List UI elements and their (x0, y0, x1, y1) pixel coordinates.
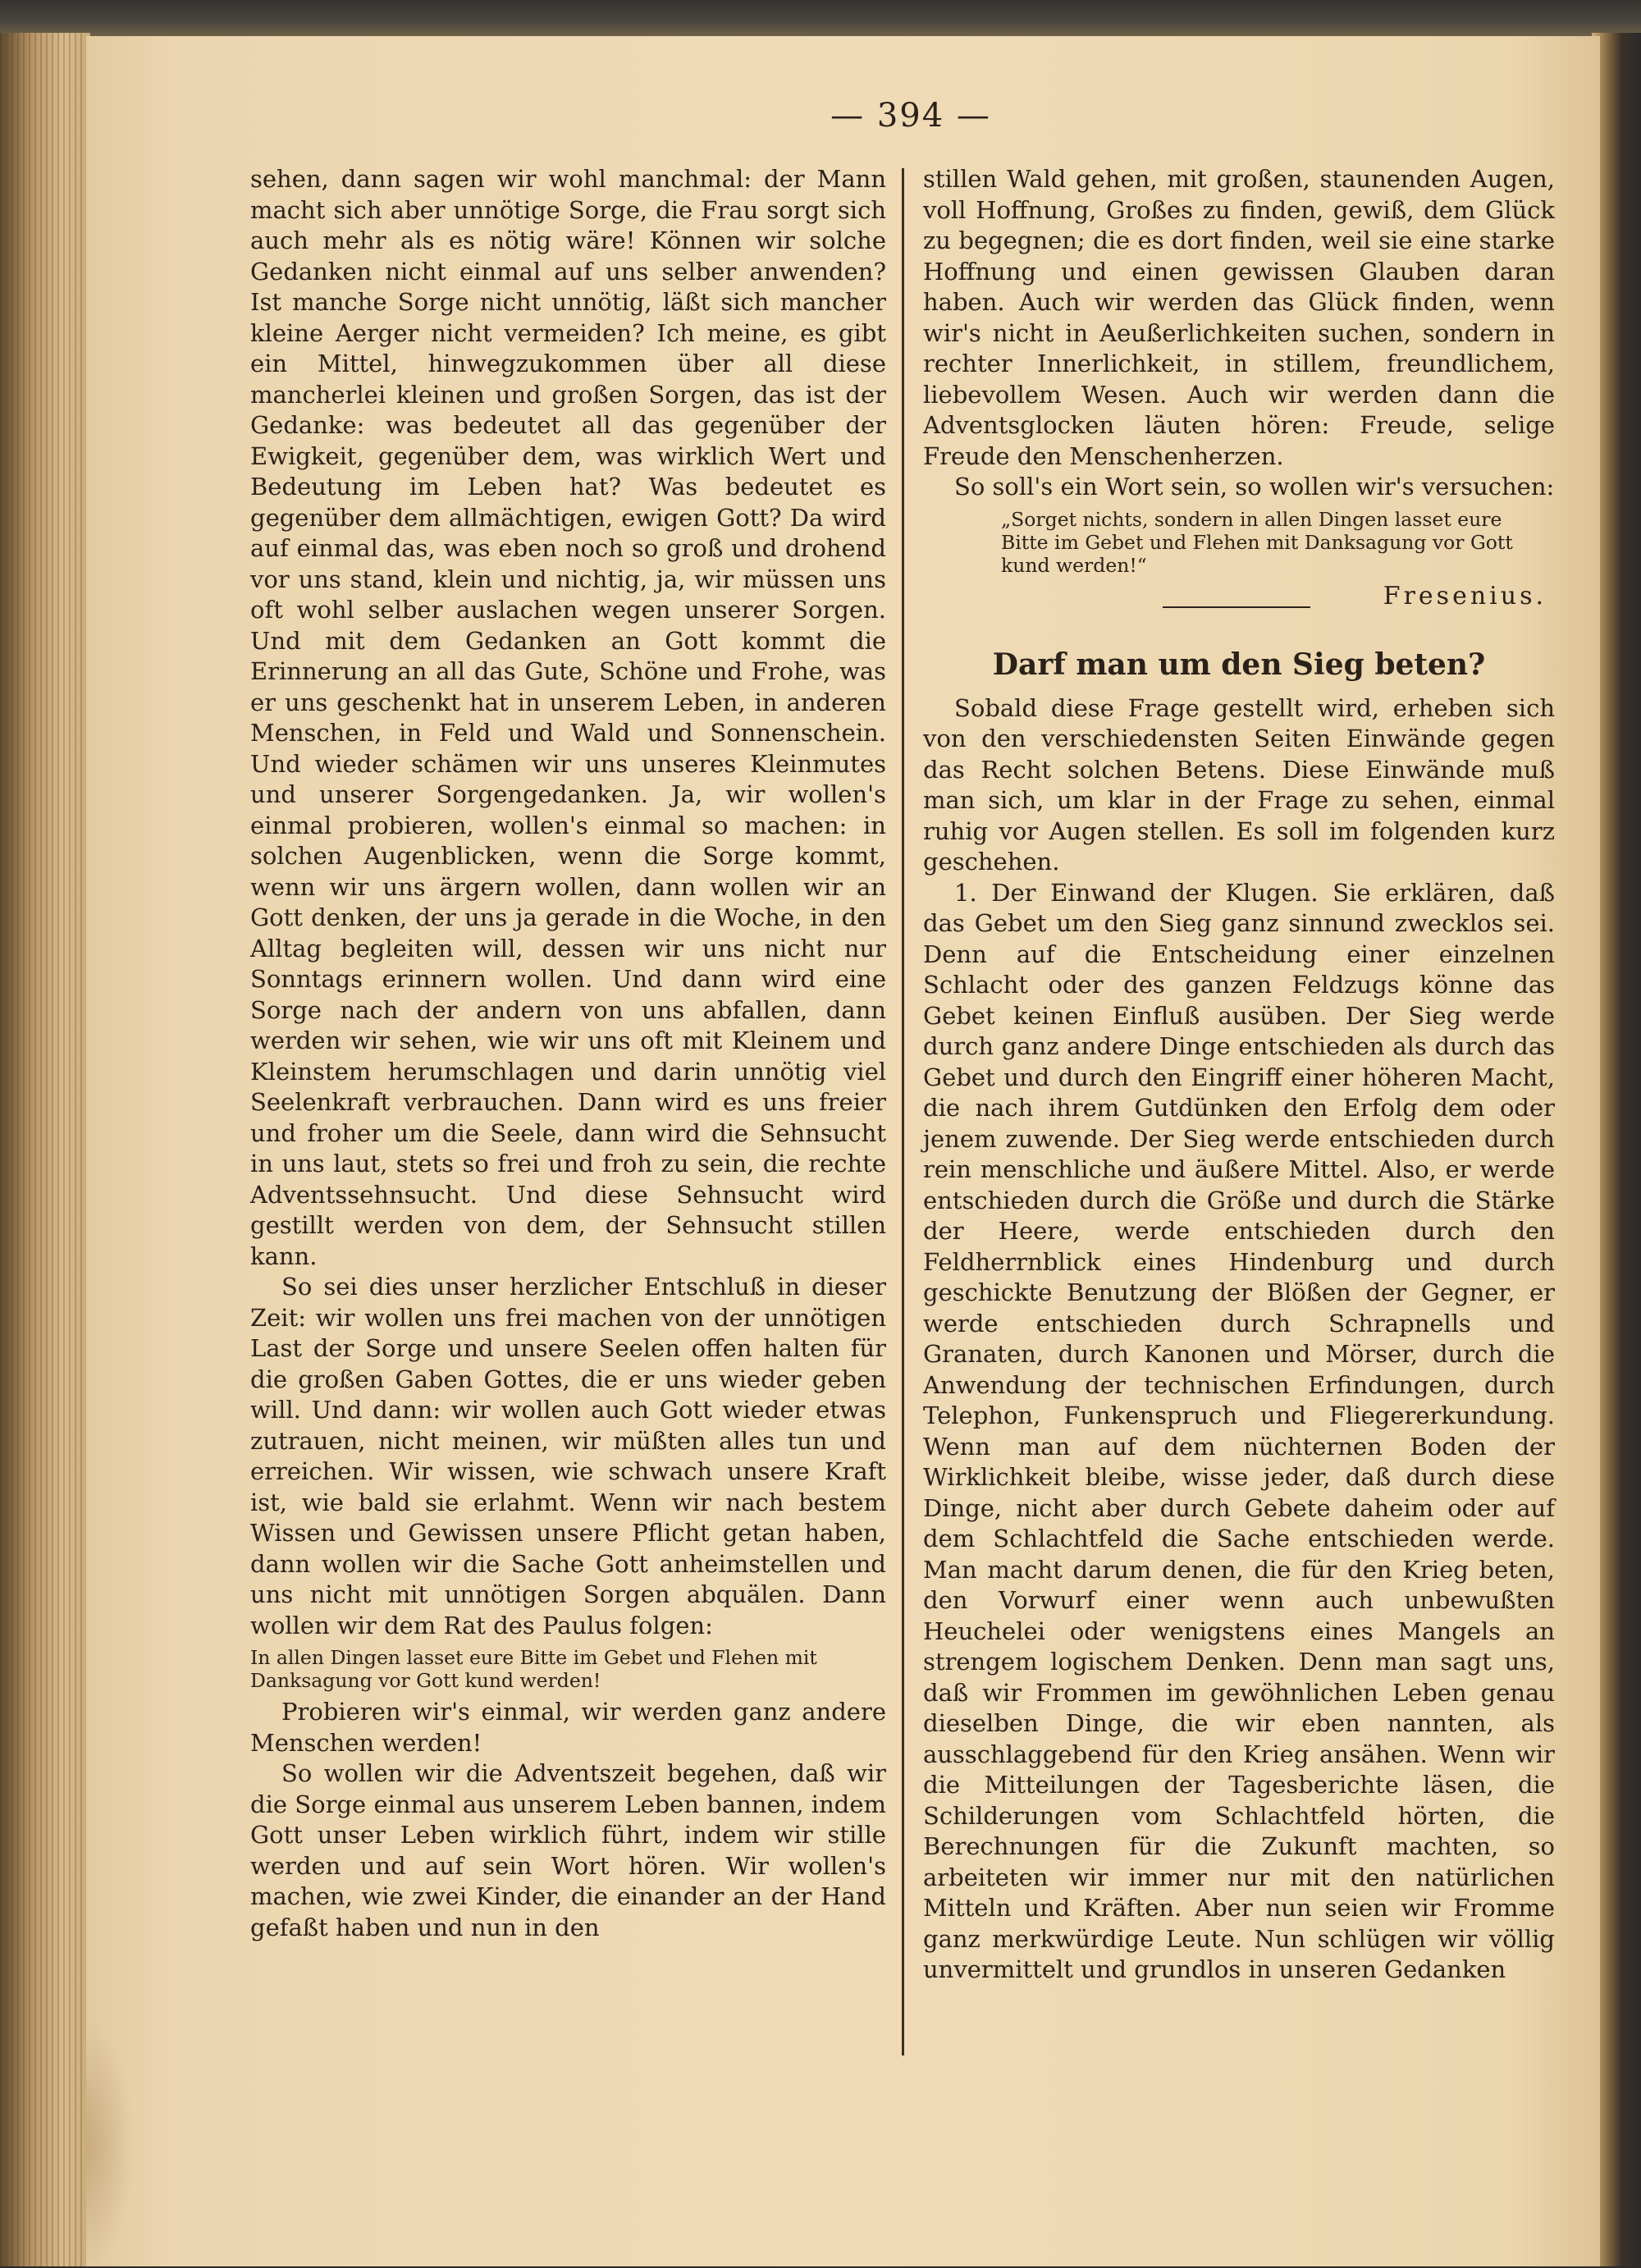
column-divider (902, 168, 904, 2055)
right-bible-quote: „Sorget nichts, sondern in allen Dingen lasset eure Bitte im Gebet und Flehen mit Danksagung vor Gott kund werden!“ (1001, 507, 1513, 577)
left-paragraph-4: So wollen wir die Adventszeit begehen, daß wir die Sorge einmal aus unserem Leben bannen, indem Gott unser Leben wirklich führt, indem wir stille werden und auf sein Wort hören. Wir wollen's machen, wie zwei Kinder, die einander an der Hand gefaßt haben und nun in den (250, 1759, 886, 1941)
paper-stain (86, 2022, 135, 2268)
right-column (923, 164, 1555, 1986)
book-page-edge-lines (0, 33, 82, 2266)
signature-row (923, 582, 1555, 623)
left-paragraph-3: Probieren wir's einmal, wir werden ganz andere Menschen werden! (250, 1698, 886, 1757)
right-paragraph-1: stillen Wald gehen, mit großen, staunenden Augen, voll Hoffnung, Großes zu finden, gewiß, dem Glück zu begegnen; die es dort finden, weil sie eine starke Hoffnung und einen gewissen Glauben daran haben. Auch wir werden das Glück finden, wenn wir's nicht in Aeußerlichkeiten suchen, sondern in rechter Innerlichkeit, in stillem, freundlichem, liebevollem Wesen. Auch wir werden dann die Adventsglocken läuten hören: Freude, selige Freude den Menschenherzen. (923, 165, 1555, 470)
left-column (250, 164, 886, 1943)
right-paragraph-3: Sobald diese Frage gestellt wird, erheben sich von den verschiedensten Seiten Einwände gegen das Recht solchen Betens. Diese Einwände muß man sich, um klar in der Frage zu sehen, einmal ruhig vor Augen stellen. Es soll im folgenden kurz geschehen. (923, 693, 1555, 876)
author-signature: Fresenius. (1383, 581, 1547, 610)
signature-rule (1163, 606, 1310, 608)
right-paragraph-4: 1. Der Einwand der Klugen. Sie erklären, daß das Gebet um den Sieg ganz sinnund zwecklos sei. Denn auf die Entscheidung einer einzelnen Schlacht oder des ganzen Feldzugs könne das Gebet keinen Einfluß ausüben. Der Sieg werde durch ganz andere Dinge entschieden als durch das Gebet und durch den Eingriff einer höheren Macht, die nach ihrem Gutdünken den Erfolg dem oder jenem zuwende. Der Sieg werde entschieden durch rein menschliche und äußere Mittel. Also, er werde entschieden durch die Größe und durch die Stärke der Heere, werde entschieden durch den Feldherrnblick eines Hindenburg und durch geschickte Benutzung der Blößen der Gegner, er werde entschieden durch Schrapnells und Granaten, durch Kanonen und Mörser, durch die Anwendung der technischen Erfindungen, durch Telephon, Funkenspruch und Fliegererkundung. Wenn man auf dem nüchternen Boden der Wirklichkeit bleibe, wisse jeder, daß durch diese Dinge, nicht aber durch Gebete daheim oder auf dem Schlachtfeld die Sache entschieden werde. Man macht darum denen, die für den Krieg beten, den Vorwurf einer wenn auch unbewußten Heuchelei oder wenigstens eines Mangels an strengem logischem Denken. Denn man sagt uns, daß wir Frommen im gewöhnlichen Leben genau dieselben Dinge, die wir eben nannten, als ausschlaggebend für den Krieg ansähen. Wenn wir die Mitteilungen der Tagesberichte läsen, die Schilderungen vom Schlachtfeld hörten, die Berechnungen für die Zukunft machten, so arbeiteten wir immer nur mit den natürlichen Mitteln und Kräften. Aber nun seien wir Fromme ganz merkwürdige Leute. Nun schlügen wir völlig unvermittelt und grundlos in unseren Gedanken (923, 878, 1555, 1983)
page-number: — 394 — (830, 97, 991, 135)
left-paragraph-1: sehen, dann sagen wir wohl manchmal: der Mann macht sich aber unnötige Sorge, die Frau sorgt sich auch mehr als es nötig wäre! Können wir solche Gedanken nicht einmal auf uns selber anwenden? Ist manche Sorge nicht unnötig, läßt sich mancher kleine Aerger nicht vermeiden? Ich meine, es gibt ein Mittel, hinwegzukommen über all diese mancherlei kleinen und großen Sorgen, das ist der Gedanke: was bedeutet all das gegenüber der Ewigkeit, gegenüber dem, was wirklich Wert und Bedeutung im Leben hat? Was bedeutet es gegenüber dem allmächtigen, ewigen Gott? Da wird auf einmal das, was eben noch so groß und drohend vor uns stand, klein und nichtig, ja, wir müssen uns oft wohl selber auslachen wegen unserer Sorgen. Und mit dem Gedanken an Gott kommt die Erinnerung an all das Gute, Schöne und Frohe, was er uns geschenkt hat in unserem Leben, in anderen Menschen, in Feld und Wald und Sonnenschein. Und wieder schämen wir uns unseres Kleinmutes und unserer Sorgengedanken. Ja, wir wollen's einmal probieren, wollen's einmal so machen: in solchen Augenblicken, wenn die Sorge kommt, wenn wir uns ärgern wollen, dann wollen wir an Gott denken, der uns ja gerade in die Woche, in den Alltag begleiten will, dessen wir uns nicht nur Sonntags erinnern wollen. Und dann wird eine Sorge nach der andern von uns abfallen, dann werden wir sehen, wie wir uns oft mit Kleinem und Kleinstem herumschlagen und darin unnötig viel Seelenkraft verbrauchen. Dann wird es uns freier und froher um die Seele, dann wird die Sehnsucht in uns laut, stets so frei und froh zu sein, die rechte Adventssehnsucht. Und diese Sehnsucht wird gestillt werden von dem, der Sehnsucht stillen kann. (250, 165, 886, 1270)
right-paragraph-2: So soll's ein Wort sein, so wollen wir's versuchen: (954, 473, 1555, 501)
left-bible-quote: In allen Dingen lasset eure Bitte im Gebet und Flehen mit Danksagung vor Gott kund werden! (250, 1646, 817, 1692)
scan-background-top (0, 0, 1641, 36)
article-heading: Darf man um den Sieg beten? (992, 647, 1486, 682)
left-paragraph-2: So sei dies unser herzlicher Entschluß in dieser Zeit: wir wollen uns frei machen von der unnötigen Last der Sorge und unsere Seelen offen halten für die großen Gaben Gottes, die er uns wieder geben will. Und dann: wir wollen auch Gott wieder etwas zutrauen, nicht meinen, wir müßten alles tun und erreichen. Wir wissen, wie schwach unsere Kraft ist, wie bald sie erlahmt. Wenn wir nach bestem Wissen und Gewissen unsere Pflicht getan haben, dann wollen wir die Sache Gott anheimstellen und uns nicht mit unnötigen Sorgen abquälen. Dann wollen wir dem Rat des Paulus folgen: (250, 1273, 886, 1639)
